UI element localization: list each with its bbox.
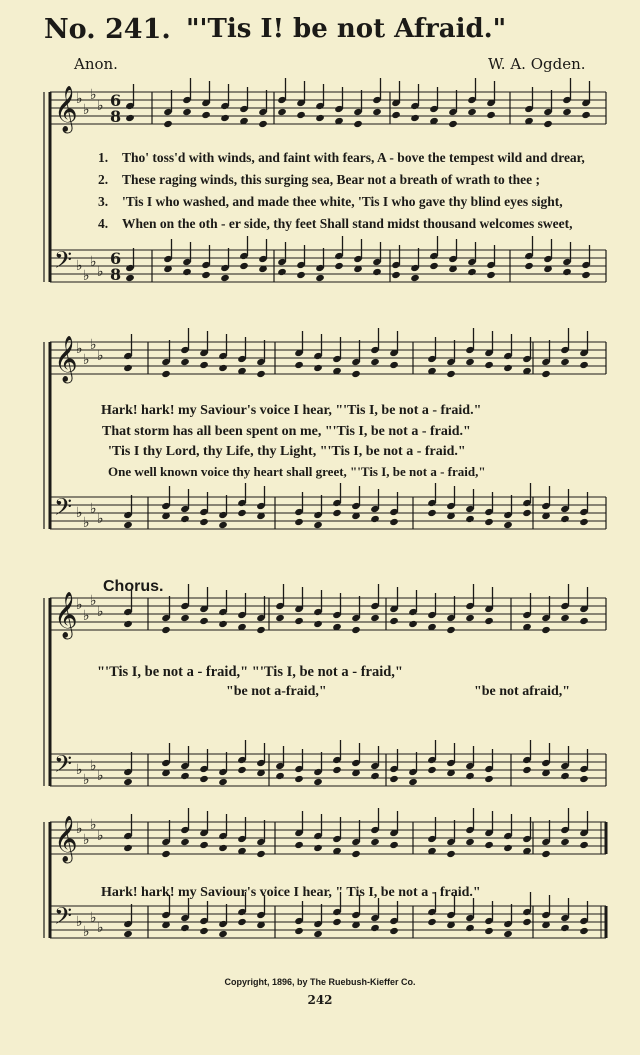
treble-clef-icon: 𝄞 [54,592,78,638]
note-head [351,850,361,858]
note-head [522,766,532,774]
note-head [410,114,420,122]
note-head [389,841,399,849]
refrain-line-3: 'Tis I thy Lord, thy Life, thy Light, "'Tis I, be not a - fraid." [108,444,466,459]
note-head [161,850,171,858]
note-head [503,930,513,938]
note-head [294,518,304,526]
flat-icon: ♭ [90,593,97,609]
note-head [351,626,361,634]
note-head [182,108,192,116]
note-head [484,775,494,783]
note-head [484,841,494,849]
note-head [389,927,399,935]
bass-clef-icon: 𝄢 [54,750,73,783]
note-head [332,509,342,517]
note-head [315,274,325,282]
flat-icon: ♭ [83,268,90,284]
note-head [448,120,458,128]
flat-icon: ♭ [90,817,97,833]
note-head [410,274,420,282]
words-credit: Anon. [74,55,118,73]
verse-number: 4. [98,216,109,231]
note-head [296,271,306,279]
note-head [465,515,475,523]
note-head [486,271,496,279]
verse-number: 3. [98,194,109,209]
note-head [465,772,475,780]
chorus-line: "'Tis I, be not a - fraid," "'Tis I, be not a - fraid," [97,664,403,680]
note-head [237,918,247,926]
hymn-title: "'Tis I! be not Afraid." [186,14,507,44]
note-head [581,271,591,279]
note-head [541,626,551,634]
note-head [370,358,380,366]
flat-icon: ♭ [97,768,104,784]
note-head [351,370,361,378]
note-head [313,844,323,852]
flat-icon: ♭ [76,91,83,107]
note-head [560,515,570,523]
copyright-notice: Copyright, 1896, by The Ruebush-Kieffer Co. [224,977,416,987]
note-head [467,268,477,276]
note-head [446,626,456,634]
note-head [123,364,133,372]
bass-clef-icon: 𝄢 [54,246,73,279]
note-head [277,108,287,116]
flat-icon: ♭ [90,254,97,270]
note-head [294,775,304,783]
note-head [161,626,171,634]
note-head [579,361,589,369]
note-head [258,120,268,128]
note-head [370,924,380,932]
treble-clef-icon: 𝄞 [54,86,78,132]
note-head [446,850,456,858]
flat-icon: ♭ [76,762,83,778]
note-head [294,927,304,935]
note-head [389,518,399,526]
note-head [199,617,209,625]
note-head [199,841,209,849]
note-head [218,778,228,786]
note-head [579,927,589,935]
music-credit: W. A. Ogden. [488,55,586,73]
note-head [294,841,304,849]
refrain-line-1: Hark! hark! my Saviour's voice I hear, "'Tis I, be not a - fraid." [101,403,482,418]
verse-line-4 [98,216,573,232]
note-head [524,262,534,270]
verse-text: When on the oth - er side, thy feet Shall stand midst thousand welcomes sweet, [122,216,573,231]
note-head [256,626,266,634]
note-head [560,772,570,780]
flat-icon: ♭ [83,772,90,788]
note-head [541,850,551,858]
note-head [275,772,285,780]
verse-line-3 [98,194,563,210]
flat-icon: ♭ [97,828,104,844]
note-head [522,918,532,926]
note-head [199,361,209,369]
note-head [579,617,589,625]
verse-text: Tho' toss'd with winds, and faint with fears, A - bove the tempest wild and drear, [122,150,585,165]
bass-clef-icon: 𝄢 [54,493,73,526]
note-head [484,617,494,625]
note-head [294,617,304,625]
treble-time-signature-bottom: 8 [110,107,122,126]
note-head [560,838,570,846]
chorus-label: Chorus. [103,578,164,595]
note-head [465,614,475,622]
note-head [581,111,591,119]
hymn-number: No. 241. [44,14,171,45]
treble-clef-icon: 𝄞 [54,336,78,382]
verse-text: These raging winds, this surging sea, Bear not a breath of wrath to thee ; [122,172,541,187]
final-refrain-line: Hark! hark! my Saviour's voice I hear, " Tis I, be not a - fraid." [101,885,481,900]
note-head [579,841,589,849]
note-head [484,927,494,935]
note-head [503,521,513,529]
treble-clef-icon: 𝄞 [54,816,78,862]
note-head [408,778,418,786]
chorus-echo-1: "be not a-fraid," [226,684,327,699]
bass-time-signature-top: 6 [110,249,122,268]
note-head [389,617,399,625]
verse-number: 2. [98,172,109,187]
note-head [313,930,323,938]
note-head [199,518,209,526]
note-head [372,268,382,276]
note-head [503,364,513,372]
note-head [275,614,285,622]
note-head [313,521,323,529]
note-head [579,775,589,783]
flat-icon: ♭ [76,505,83,521]
note-head [220,114,230,122]
flat-icon: ♭ [97,604,104,620]
note-head [427,918,437,926]
note-head [218,930,228,938]
note-head [180,358,190,366]
note-head [256,850,266,858]
note-head [218,364,228,372]
note-head [522,509,532,517]
note-head [277,268,287,276]
note-head [427,766,437,774]
note-head [161,370,171,378]
note-head [465,924,475,932]
note-head [123,930,133,938]
note-head [125,114,135,122]
note-head [163,120,173,128]
note-head [408,620,418,628]
note-head [332,766,342,774]
note-head [237,766,247,774]
flat-icon: ♭ [76,341,83,357]
note-head [429,262,439,270]
note-head [465,358,475,366]
note-head [218,620,228,628]
note-head [180,772,190,780]
note-head [294,361,304,369]
note-head [315,114,325,122]
note-head [123,620,133,628]
note-head [220,274,230,282]
note-head [370,772,380,780]
refrain-line-2: That storm has all been spent on me, "'Tis I, be not a - fraid." [102,424,471,439]
note-head [199,775,209,783]
note-head [237,509,247,517]
note-head [391,271,401,279]
note-head [353,120,363,128]
note-head [218,844,228,852]
note-head [332,918,342,926]
note-head [503,844,513,852]
verse-line-2 [98,172,540,188]
note-head [560,924,570,932]
note-head [123,778,133,786]
flat-icon: ♭ [90,501,97,517]
note-head [182,268,192,276]
note-head [579,518,589,526]
verse-text: 'Tis I who washed, and made thee white, 'Tis I who gave thy blind eyes sight, [122,194,563,209]
note-head [560,614,570,622]
note-head [201,271,211,279]
note-head [180,838,190,846]
note-head [313,778,323,786]
treble-time-signature-top: 6 [110,91,122,110]
note-head [486,111,496,119]
note-head [391,111,401,119]
flat-icon: ♭ [83,515,90,531]
flat-icon: ♭ [83,352,90,368]
flat-icon: ♭ [97,264,104,280]
flat-icon: ♭ [90,910,97,926]
note-head [484,361,494,369]
note-head [334,262,344,270]
flat-icon: ♭ [90,87,97,103]
verse-line-1 [98,150,585,166]
page-number: 242 [307,993,333,1007]
flat-icon: ♭ [76,258,83,274]
note-head [446,370,456,378]
note-head [543,120,553,128]
note-head [560,358,570,366]
note-head [370,614,380,622]
note-head [123,521,133,529]
note-head [123,844,133,852]
flat-icon: ♭ [83,924,90,940]
note-head [370,838,380,846]
refrain-line-4: One well known voice thy heart shall greet, "'Tis I, be not a - fraid," [108,464,486,479]
note-head [484,518,494,526]
flat-icon: ♭ [90,758,97,774]
note-head [541,370,551,378]
note-head [562,108,572,116]
note-head [218,521,228,529]
note-head [465,838,475,846]
note-head [199,927,209,935]
flat-icon: ♭ [83,608,90,624]
verse-number: 1. [98,150,109,165]
note-head [427,509,437,517]
note-head [370,515,380,523]
note-head [256,370,266,378]
note-head [389,775,399,783]
flat-icon: ♭ [97,348,104,364]
note-head [239,262,249,270]
note-head [296,111,306,119]
chorus-echo-2: "be not afraid," [474,684,571,699]
note-head [467,108,477,116]
note-head [201,111,211,119]
note-head [313,620,323,628]
flat-icon: ♭ [83,832,90,848]
flat-icon: ♭ [76,821,83,837]
flat-icon: ♭ [97,511,104,527]
bass-time-signature-bottom: 8 [110,265,122,284]
flat-icon: ♭ [76,597,83,613]
flat-icon: ♭ [90,337,97,353]
note-head [180,924,190,932]
note-head [125,274,135,282]
flat-icon: ♭ [83,102,90,118]
flat-icon: ♭ [97,920,104,936]
note-head [180,614,190,622]
note-head [372,108,382,116]
note-head [180,515,190,523]
note-head [313,364,323,372]
note-head [389,361,399,369]
flat-icon: ♭ [97,98,104,114]
flat-icon: ♭ [76,914,83,930]
bass-clef-icon: 𝄢 [54,902,73,935]
note-head [562,268,572,276]
